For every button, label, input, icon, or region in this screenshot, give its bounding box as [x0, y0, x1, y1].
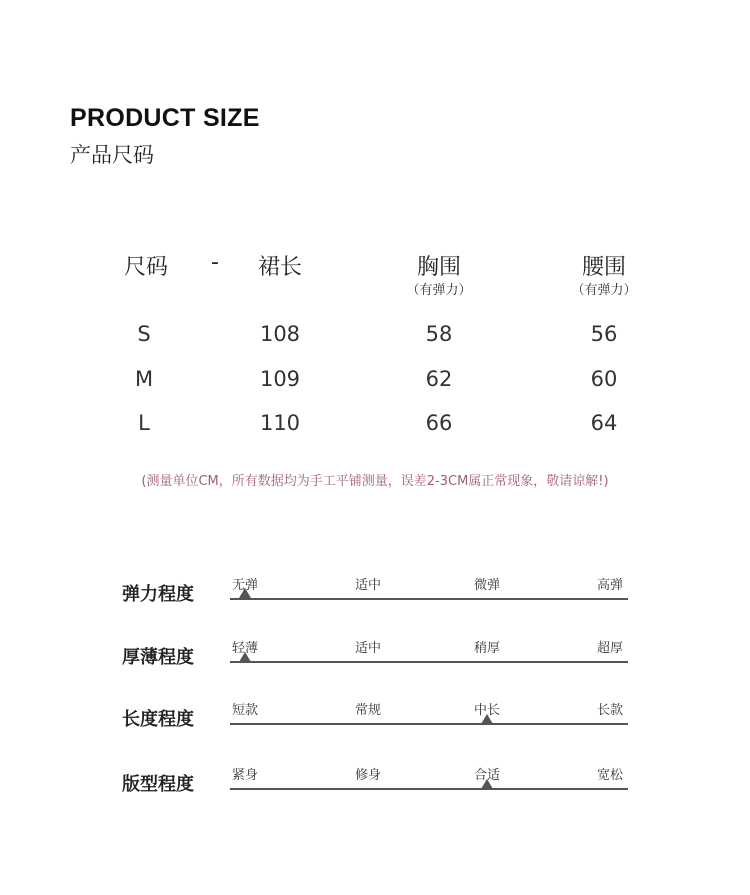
option-label: 紧身 [231, 768, 258, 783]
header-length: 裙长 [257, 255, 302, 280]
option-label: 长款 [596, 703, 623, 718]
option-label: 中长 [473, 703, 500, 718]
header-bust-sub: （有弹力） [406, 283, 472, 298]
option-label: 超厚 [596, 641, 623, 656]
table-row-size: M [134, 367, 154, 391]
table-row-size: S [137, 322, 151, 346]
option-label: 微弹 [473, 578, 500, 593]
scale-line [230, 788, 628, 790]
table-row-size: L [138, 411, 150, 435]
header-size: 尺码 [123, 255, 168, 280]
table-row-length: 110 [259, 411, 301, 435]
attr-label-thickness: 厚薄程度 [122, 647, 194, 668]
scale-line [230, 723, 628, 725]
page-title-en: PRODUCT SIZE [70, 104, 260, 132]
measurement-note: (测量单位CM，所有数据均为手工平铺测量，误差2-3CM属正常现象，敬请谅解!) [141, 474, 609, 489]
option-label: 合适 [473, 768, 500, 783]
option-label: 无弹 [231, 578, 258, 593]
table-row-waist: 56 [590, 322, 618, 346]
table-row-bust: 66 [425, 411, 453, 435]
table-row-bust: 62 [425, 367, 453, 391]
option-label: 宽松 [596, 768, 623, 783]
scale-line [230, 598, 628, 600]
option-label: 稍厚 [473, 641, 500, 656]
table-row-waist: 64 [590, 411, 618, 435]
page-title-cn: 产品尺码 [70, 143, 154, 167]
option-label: 轻薄 [231, 641, 258, 656]
header-dash: - [211, 250, 219, 275]
option-label: 适中 [354, 641, 381, 656]
option-label: 适中 [354, 578, 381, 593]
header-waist: 腰围 [581, 255, 626, 280]
attr-label-elasticity: 弹力程度 [122, 584, 194, 605]
option-label: 常规 [354, 703, 381, 718]
attr-label-length: 长度程度 [122, 709, 194, 730]
option-label: 修身 [354, 768, 381, 783]
table-row-length: 109 [259, 367, 301, 391]
option-label: 高弹 [596, 578, 623, 593]
scale-line [230, 661, 628, 663]
option-label: 短款 [231, 703, 258, 718]
attr-label-fit: 版型程度 [122, 774, 194, 795]
table-row-waist: 60 [590, 367, 618, 391]
scale-marker [239, 588, 251, 598]
header-bust: 胸围 [416, 255, 461, 280]
header-waist-sub: （有弹力） [571, 283, 637, 298]
table-row-length: 108 [259, 322, 301, 346]
table-row-bust: 58 [425, 322, 453, 346]
